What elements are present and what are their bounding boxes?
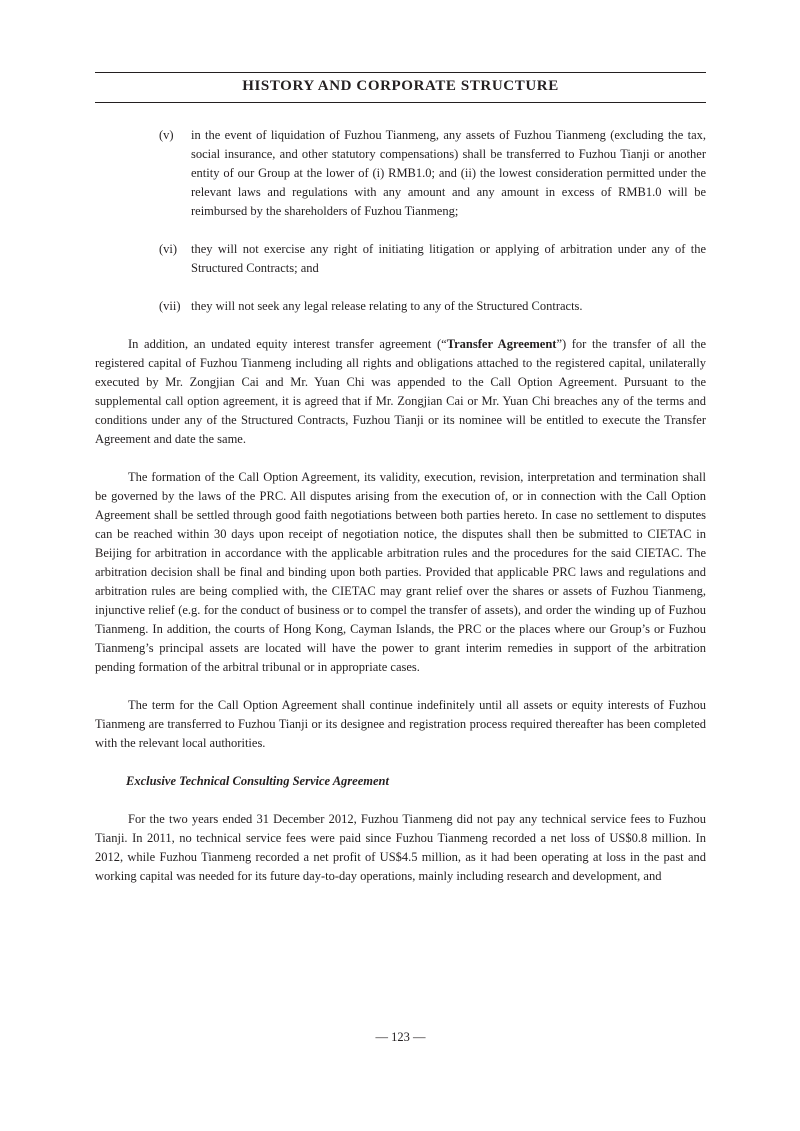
list-item-number: (v) (159, 128, 174, 142)
header-bottom-rule (95, 102, 706, 103)
list-item (126, 297, 706, 316)
page-body (95, 126, 707, 886)
list-item (126, 240, 706, 278)
paragraph-term: The term for the Call Option Agreement shall continue indefinitely until all assets or equity interests of Fuzhou Tianmeng are transferred to Fuzhou Tianji or its designee and registration process required thereafter has been completed with the relevant local authorities. (95, 698, 706, 750)
list-item-text: they will not seek any legal release relating to any of the Structured Contracts. (191, 299, 583, 313)
page-header-title: HISTORY AND CORPORATE STRUCTURE (242, 78, 559, 94)
paragraph-transfer-agreement: In addition, an undated equity interest transfer agreement (“Transfer Agreement”) for the transfer of all the registered capital of Fuzhou Tianmeng including all rights and obligations attached to the registered capital, unilaterally executed by Mr. Zongjian Cai and Mr. Yuan Chi was appended to the Call Option Agreement. Pursuant to the supplemental call option agreement, it is agreed that if Mr. Zongjian Cai or Mr. Yuan Chi breaches any of the terms and conditions under any of the Structured Contracts, Fuzhou Tianji or its nominee will be entitled to execute the Transfer Agreement and date the same. (95, 337, 707, 446)
defined-term: Transfer Agreement (446, 337, 557, 351)
header-top-rule (95, 72, 706, 73)
list-item-text: in the event of liquidation of Fuzhou Tianmeng, any assets of Fuzhou Tianmeng (excluding the tax, social insurance, and other statutory compensations) shall be transferred to Fuzhou Tianji or another entity of our Group at the lower of (i) RMB1.0; and (ii) the lowest consideration permitted under the relevant laws and regulations with any amount and any amount in excess of RMB1.0 will be reimbursed by the shareholders of Fuzhou Tianmeng; (191, 128, 706, 218)
section-subheading: Exclusive Technical Consulting Service Agreement (126, 774, 389, 788)
list-item (126, 126, 706, 221)
list-item-text: they will not exercise any right of initiating litigation or applying of arbitration under any of the Structured Contracts; and (191, 242, 706, 275)
page-number: — 123 — (375, 1030, 426, 1044)
list-item-number: (vi) (159, 242, 178, 256)
paragraph-formation: The formation of the Call Option Agreement, its validity, execution, revision, interpretation and termination shall be governed by the laws of the PRC. All disputes arising from the execution of, or in connection with the Call Option Agreement shall be settled through good faith negotiations between both parties hereto. In case no settlement to disputes can be reached within 30 days upon receipt of negotiation notice, the disputes shall then be submitted to CIETAC in Beijing for arbitration in accordance with the applicable arbitration rules and the procedures for the said CIETAC. The arbitration decision shall be final and binding upon both parties. Provided that applicable PRC laws and regulations and arbitration rules are being complied with, the CIETAC may grant relief over the shares or assets of Fuzhou Tianmeng, injunctive relief (e.g. for the conduct of business or to compel the transfer of assets), and order the winding up of Fuzhou Tianmeng. In addition, the courts of Hong Kong, Cayman Islands, the PRC or the places where our Group’s or Fuzhou Tianmeng’s principal assets are located will have the power to grant interim remedies in support of the arbitration pending formation of the arbitral tribunal or in appropriate cases. (95, 470, 706, 674)
list-item-number: (vii) (159, 299, 181, 313)
paragraph-service-fees: For the two years ended 31 December 2012, Fuzhou Tianmeng did not pay any technical service fees to Fuzhou Tianji. In 2011, no technical service fees were paid since Fuzhou Tianmeng recorded a net loss of US$0.8 million. In 2012, while Fuzhou Tianmeng recorded a net profit of US$4.5 million, as it had been operating at loss in the past and working capital was needed for its future day-to-day operations, mainly including research and development, and (95, 812, 706, 883)
